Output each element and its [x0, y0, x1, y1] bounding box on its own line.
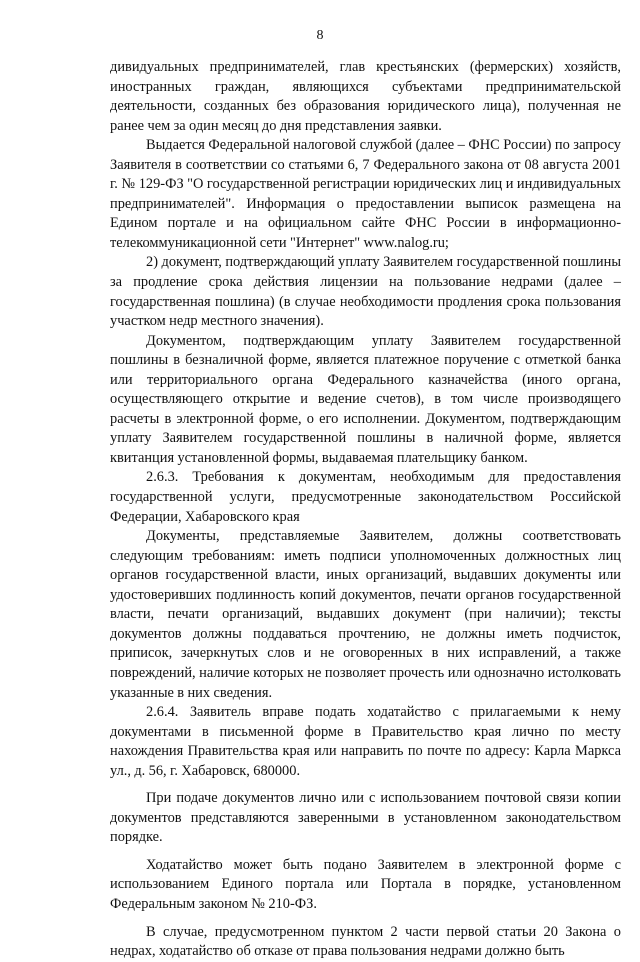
paragraph-fns-extract: Выдается Федеральной налоговой службой (далее – ФНС России) по запросу Заявителя в соответствии со статьями 6, 7 Федерального закона от 08 августа 2001 г. № 129-ФЗ "О государственной регистрации юридических лиц и индивидуальных предпринимателей". Информация о предоставлении выписок размещена на Едином портале и на официальном сайте ФНС России в информационно-телекоммуникационной сети "Интернет" www.nalog.ru;	[110, 137, 621, 251]
paragraph-continuation: дивидуальных предпринимателей, глав крестьянских (фермерских) хозяйств, иностранных граждан, являющихся субъектами предпринимательской деятельности, созданных без образования юридического лица), полученная не ранее чем за один месяц до дня представления заявки.	[110, 59, 621, 134]
page-number: 8	[316, 28, 324, 43]
paragraph-electronic-submission: Ходатайство может быть подано Заявителем в электронной форме с использованием Единого портала или Портала в порядке, установленном Федеральным законом № 210-ФЗ.	[110, 856, 621, 912]
paragraph-2-6-4-submission: 2.6.4. Заявитель вправе подать ходатайство с прилагаемыми к нему документами в письменной форме в Правительство края лично по месту нахождения Правительства края или направить по почте по адресу: Карла Маркса ул., д. 56, г. Хабаровск, 680000.	[110, 704, 621, 779]
paragraph-payment-proof: Документом, подтверждающим уплату Заявителем государственной пошлины в безналичной форме, является платежное поручение с отметкой банка или территориального органа Федерального казначейства (иного органа, осуществляющего открытие и ведение счетов), в том числе производящего расчеты в электронной форме, о его исполнении. Документом, подтверждающим уплату Заявителем государственной пошлины в наличной форме, является квитанция установленной формы, выдаваемая плательщику банком.	[110, 332, 621, 466]
paragraph-document-requirements: Документы, представляемые Заявителем, должны соответствовать следующим требованиям: иметь подписи уполномоченных должностных лиц органов государственной власти, иных организаций, выдавших документы или удостоверивших подлинность копий документов, печати органов государственной власти, печати организаций, выдавших документ (при наличии); тексты документов должны поддаваться прочтению, не должны иметь подчисток, приписок, зачеркнутых слов и не оговоренных в них исправлений, а также повреждений, наличие которых не позволяет прочесть или однозначно истолковать указанные в них сведения.	[110, 528, 621, 701]
document-body	[110, 58, 621, 962]
paragraph-subsoil-refusal: В случае, предусмотренном пунктом 2 части первой статьи 20 Закона о недрах, ходатайство об отказе от права пользования недрами должно быть	[110, 923, 621, 960]
paragraph-copies-certified: При подаче документов лично или с использованием почтовой связи копии документов представляются заверенными в установленном законодательством порядке.	[110, 790, 621, 846]
paragraph-state-duty-document: 2) документ, подтверждающий уплату Заявителем государственной пошлины за продление срока действия лицензии на пользование недрами (далее – государственная пошлина) (в случае необходимости продления срока пользования участком недр местного значения).	[110, 254, 621, 330]
section-heading-2-6-3: 2.6.3. Требования к документам, необходимым для предоставления государственной услуги, предусмотренные законодательством Российской Федерации, Хабаровского края	[110, 469, 621, 525]
